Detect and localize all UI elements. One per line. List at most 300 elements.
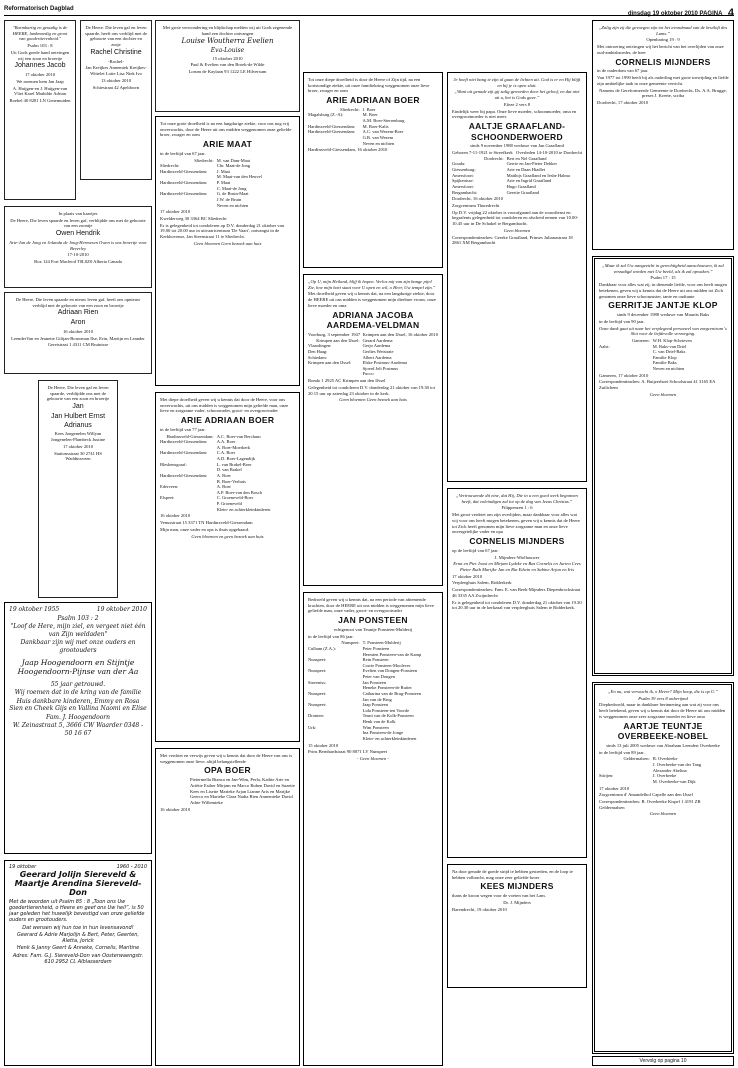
deceased-name: OPA BOER [204,765,251,776]
relative-place: Stirijen: [599,773,614,779]
child-name: Louise Woutherra Evelien [181,37,274,46]
notice-text: Diepbedroefd, maar in dankbare herinnering aan wat zij voor ons heeft betekend, geven wij u kennis dat door de Heere uit ons midden is weggenomen onze zeer zorgzame moeder en lieve oma [599,702,726,719]
relative-place: Hardinxveld-Giessendam: [160,472,208,478]
notice-text: Bedroefd geven wij u kennis dat, na een periode van afnemende krachten, door de HEERE uit ons midden is weggenomen mijn lieve geliefde man, onze vader, groot- en overgrootvader [308,597,434,614]
birth-date: 16 oktober 2010 [62,328,94,334]
notice-date: Hardinxveld-Giessendam, 16 oktober 2010 [308,147,388,153]
notice-date: Dordrecht, 16 oktober 2010 [452,196,504,202]
relative-name: Jaap Ponsteen [362,702,388,708]
family-names: A. Huijgen-en J. Huijgen-van Vliet Karel Mathilde Adrian [12,85,68,97]
column-1 [4,20,152,1068]
relative-place: Gameren: [632,337,650,343]
relative-name: Sjoerd Jelt Postmus [362,365,399,371]
relative-place: Hardinxveld-Giessendam: [160,180,208,186]
relative-place: Hardinxveld-Giessendam: [166,433,214,439]
death-notice-graafland [447,72,587,482]
relative-name: Gerard Aardema [362,337,393,343]
relative-name: L. van Brakel-Boer [216,461,252,467]
grandchildren-names: Pietermella Bianca en Jan-Wim, Perla, Kathie Arie en Ariëtte Esther Mirjam en Marco Ruben David en Suzette Kees en Lisette Marieke Arjan Lianne Aris en Marijke Geerco en Marieke Clara Nadia Bien Annemieke David Adrie Willemieke [190,777,295,806]
notice-date: 17 oktober 2010 [160,209,191,215]
deceased-name: KEES MIJNDERS [480,881,554,892]
deceased-name: AALTJE GRAAFLAND-SCHOONDERWOERD [468,121,566,142]
call-name: -Rachel- [108,58,124,64]
page-label: PAGINA [699,11,723,17]
years-married: 55 jaar getrouwd. [50,680,106,688]
continued-on-page-link[interactable] [592,1056,734,1066]
relative-name: A.C. van Wezem-Boer [362,129,404,135]
widow-note: sinds 9 december 1988 weduwe van Maurits Baks [616,312,710,318]
date-start: 19 oktober [9,864,37,870]
relative-name: Jan van de Brug [362,696,392,702]
family-names: Geerard & Adrie Marjolijn & Bert, Peter, Geerten, Aletta, Jorick [17,931,139,945]
notice-body: Er is gelegenheid tot condoleren D.V. donderdag 21 oktober van 19.30 tot 20.30 uur in de kerkzaal van verpleeghuis Salem te Ridderkerk. [452,599,582,611]
relative-place: Amersfoort: [452,183,474,189]
column-4 [447,20,587,1068]
birth-notice-jan [38,380,118,598]
signature: Fam. J. Hoogendoorn [45,713,111,721]
verse-ref: Psalm 17 : 15 [650,275,676,281]
age: in de leeftijd van 90 jaar. [599,318,645,324]
relative-name: Peter Ponsteen [362,645,390,651]
death-notice-arie-maat [155,116,300,386]
relative-place: Nunspeet: [308,702,327,708]
birth-notice-johannes [4,20,76,200]
relative-place: Culham (Z.A.): [308,645,336,651]
relative-name: Alexander Abelina [652,767,687,773]
page-date-block [628,6,734,20]
child-name: Adriaan Rien [57,309,99,317]
address: Schiestraat 42 Apeldoorn [92,84,140,90]
birth-notice-owen [4,206,152,288]
relative-place: Urk: [308,724,317,730]
closing-note: Geen bloemen [649,391,677,397]
deceased-name: AARTJE TEUNTJE OVERBEEKE-NOBEL [617,720,709,742]
relative-name: Lida Ponsteen-ten Voorde [362,707,410,713]
verse: Je hoeft niet bang te zijn al gaan de lichten uit. God is er en Hij blijft en bij je is open sluit. [453,77,581,88]
relative-place: Hardinxveld-Giessendam: [160,191,208,197]
death-notice-cornelis-mijnders [447,488,587,858]
birth-place-date: Voorburg, 3 september 1947 [308,331,361,337]
relative-name: C. Maat-de Jong [216,185,247,191]
notice-text: Met diepe droefheid geven wij u kennis dat door de Heere, voor ons onverwachts, uit ons midden is weggenomen mijn geliefde man, onze lieve en zorgzame vader, schoonvader, groot- en overgrootvader [160,397,289,414]
birth-date: 17 oktober 2010 [24,72,56,78]
relative-place: Bleskensgraaf: [160,461,187,467]
relative-name: Teuni van de Kolk-Ponsteen [362,713,414,719]
couple-names: Geerard Jolijn Siereveld & Maartje Arendina Siereveld-Don [14,870,142,897]
family-names: LeenderVan en Jeanette Gilijan-Bouwman Ilse, Erin, Martijn en Leander [11,335,145,341]
relative-place: Hardinxveld-Giessendam: [160,439,208,445]
notice-date: 16 oktober 2010 [160,806,191,812]
relative-name: P. Maat [216,180,231,186]
date-end: 19 oktober 2010 [96,606,147,613]
relative-name: Catharina van de Brug-Ponsteen [362,690,421,696]
relative-place: Amersfoort: [452,172,474,178]
deceased-name: ARIE ADRIAAN BOER [326,95,420,106]
verse-ref: Psalm 103 : 8 [27,43,53,49]
notice-text: Dankbaar voor alles wat zij, in dienende liefde, voor ons heeft mogen betekenen, geven wij u kennis dat de Heere uit ons midden tot Zich genomen onze lieve schoonzuster, tante en oudtante [599,282,727,299]
relatives-list [160,158,295,209]
deceased-name: ARIE ADRIAAN BOER [180,415,275,426]
notice-date: 16 oktober 2010 [160,513,191,519]
spouse-signature: J. Mijnders-Wielhouwer [494,554,540,560]
date-start: 19 oktober 1955 [9,606,60,613]
relative-name: M. Overbeeke-van Dijk [652,778,696,784]
relative-place: Schiedam: [308,354,327,360]
notice-body: Mijn man, onze vader en opa is thuis opgebaard. [160,526,250,532]
relatives-list [599,756,727,784]
age: op de leeftijd van 67 jaar. [452,547,499,553]
relative-place: Sliedrecht: [340,106,360,112]
widow-note: sinds 13 juli 2005 weduwe van Abraham Leendert Overbeeke [606,742,720,748]
call-name: We noemen hem Jan Jaap [16,78,64,84]
relatives-list [599,338,727,372]
notice-title: In plaats van kaartjes [58,211,98,216]
relative-place [160,507,217,513]
relative-name: Wim Ponsteen [362,724,389,730]
relative-name: W.H. Klop-Schrieven [652,337,692,343]
relative-name: Chr. Maat-de Jong [216,163,251,169]
children-names: Erna en Piet Joost en Mirjam Lydeke en Bas Cornelis en Jurien Cees Pieter Ruth Marijke Jan en Ria Edwin en Sabine Arjan en Iris [453,561,581,572]
column-3 [303,20,443,1068]
notice-text: Tot onze grote droefheid is na een langdurige ziekte, voor ons nog vrij onverwachts, door de Heere uit ons midden weggenomen onze geliefde broer, zwager en oom [160,121,292,138]
relative-place: Dordrecht: [484,155,504,161]
relative-place: Dronten: [308,713,324,719]
notice-text: Met verdriet en verwijs geven wij u kennis dat door de Heere van ons is weggenomen onze lieve, altijd belangstellende [160,753,293,764]
relative-place: Hardinxveld-Giessendam: [160,168,208,174]
relatives-list [308,107,438,146]
widow-note: sinds 9 november 1988 weduwe van Jan Graafland [470,143,564,149]
relative-place: Hardinxveld-Giessendam: [160,450,208,456]
verse: „Op U, mijn Heiland, blijf ik hopen. Verlos mij van zijn bange pijn! Zie, hoe mijn hart staat voor U open en wil, o Heer, Uw tempel zijn.” [308,279,436,290]
relative-name: T. Ponsteen-Mulderij [362,640,401,646]
column-2 [155,20,300,1068]
family-names-2: Henk & Janny Geert & Anneke, Cornelis, Maritine [16,945,140,952]
correspondence-address: Correspondentieadres: Fam. E. van Beek-Mijnders Diepenbrockstraat 46 3335 AA Zwijndrecht [452,587,581,598]
address: Prins Bernhardstraat 90 8071 LV Nunspeet [308,749,387,755]
address: Box 124 Fort Macleod T0L0Z0 Alberta Canada [34,259,122,265]
address: Zorgcentrum d' Amandelhof Capelle aan den IJssel [599,792,693,798]
relative-name: A.D. Boer-Lagendijk [216,456,255,462]
notice-text: Tot onze diepe droefheid is door de Heere of Zijn tijd, na een kortstondige ziekte, uit onze familiekring weggenomen onze lieve broer, zwager en oom [308,77,430,94]
deceased-name: ARIE MAAT [202,139,253,150]
age: in de leeftijd van 89 jaar. [599,749,645,755]
verse: „Zalig zijn zij die gevoegen zijn tot het avondmaal van de bruiloft des Lams.” [598,25,728,36]
birth-notice-louise [155,20,300,112]
relative-name: Familie Klop [652,354,677,360]
relative-name: Henk van de Kolk [362,719,396,725]
notice-text: Met groot verdriet om zijn overlijden, maar dankbaar voor alles wat wij voor ons heeft mogen betekenen, geven wij u kennis dat de Heere tot Zich heeft genomen mijn lieve zorgzame man en onze lieve onvergetelijke vader en opa [452,512,580,535]
relative-name: Familie Baks [652,360,677,366]
address: Boebel 40 8281 LN Genemuiden [9,98,71,104]
closing-note: Geen bloemen Geen bezoek aan huis [339,397,407,403]
notice-text-2: Dat wensen wij hun toe in hun levensavond! [22,924,134,931]
deceased-name: JAN PONSTEEN [338,615,408,626]
relative-name: A. Boer [216,472,231,478]
notice-text: De Heere, Die leven spaarde en nieuw leven gaf, heeft ons opnieuw verblijd met de geboorte van een zoon en broertje [15,297,141,308]
relative-name: Klein- en achterkleinkinderen [362,735,417,741]
relative-name: A.P. Boer-van den Bosch [216,489,262,495]
verse-ref: Psalm 39 vers 8 onberijmd [638,695,688,701]
children-names: Huis dankbare kinderen, Emmy en Rosa Sien en Cheek Gijs en Vallina Naomi en Elise [9,697,147,713]
notice-date: 15 oktober 2010 [308,742,339,748]
signature: Dr. J. Mijnders [503,899,531,905]
family-names: Jan Kreijkes Annemiek Kreijkes-Wittelet Lotte Lisa Niek Ivo [85,65,147,77]
relative-name: B. Overbeeke [652,756,678,762]
relatives-list [308,338,438,377]
address: Lorum de Kaylaan 93 1222 LE Hilversum [188,69,267,75]
relatives-list [160,434,295,513]
notice-text: De Heere, Die leven gaf en leven spaarde, verblijdde ons met de geboorte van een zoon en broertje [46,385,110,402]
child-full-name: Jan Hulbert Ernst Adrianus [50,412,106,429]
address: Kwelderweg 30 3364 BC Sliedrecht [160,215,227,221]
continued-label: Vervolg op pagina 10 [639,1058,687,1064]
relative-name: M. Boer-Kalis [362,123,389,129]
relative-place: Hardinxveld-Giessendam: [308,129,356,135]
call-name: Aron [70,319,86,327]
relative-place: Nunspeet: [308,657,327,663]
relative-place [599,779,653,785]
relative-name: G. de Bruin-Maat [216,191,249,197]
closing-note: Geen bloemen en geen bezoek aan huis [191,533,264,539]
relative-name: Klein- en achterkleinkinderen [216,506,271,512]
address: Adres: Fam. G.J. Siereveld-Don van Oosterwaengstr. 610 2952 CL Alblasserdam [12,952,144,965]
notice-body: Van 1977 tot 1990 heeft hij als ouderling met grote toewijding en liefde zijn ambtelijke taak in onze gemeente verricht. [597,75,729,86]
relative-name: Arie en Daan Hiadlet [506,167,545,173]
verse-ref: Efeze 2 vers 8 [503,101,531,107]
notice-date: Barendrecht, 19 oktober 2010 [452,906,507,912]
relative-name: Jan Ponsteen [362,679,386,685]
relative-name: Ina Ponsteen-de Jonge [362,730,404,736]
relatives-list [308,640,438,741]
age: in de leeftijd van 67 jaar. [160,150,206,156]
relative-place: Ederveen: [160,484,179,490]
relative-name: Hermien Ponsteen-van de Kamp [362,651,422,657]
relative-name: Gerlies Wetstrate [362,348,394,354]
child-name: Johannes Jacob [14,62,66,70]
deceased-name: CORNELIS MIJNDERS [615,56,711,67]
notice-date: 17 oktober 2010 [452,573,483,579]
verse-2: „Want uit genade zijt gij zalig geworden door het geloof, en dat niet uit u, het is Gods gave.” [454,89,580,101]
correspondence-address: Correspondentieadres: B. Overbeeke Kispel 1 4191 ZR Geldermalsen [599,798,701,810]
verse: „Vertrouwende dit eine, dat Hij, Die in u een goed werk begonnen heeft, dat voleindigen zal tot op de dag van Jezus Christus.” [456,493,578,504]
death-notice-aardema [303,274,443,586]
relative-name: A.C. Boer-van Berchum [216,433,261,439]
relatives-list [452,156,582,195]
memorial-cornelis-mijnders [592,20,734,250]
relative-name: Bert en Nel Graafland [506,155,547,161]
relative-place: Nunspeet: [308,668,327,674]
birth-notice-adriaan [4,292,152,374]
relative-place [308,736,363,742]
page-date: dinsdag 19 oktober 2010 [627,11,698,17]
relative-name: Peter van Dongen [362,674,395,680]
notice-body: Gelegenheid tot condoleren D.V. donderdag 21 oktober van 19.30 tot 20.15 uur op zaterdag 23 oktober in de kerk. [308,384,435,396]
relative-name: C.A. Boer [216,450,236,456]
deceased-name: CORNELIS MIJNDERS [469,536,565,547]
notice-text: Na door genade de goede strijd te hebben gestreden, en de loop te hebben volbracht, mag onze zeer geliefde broer [452,869,573,880]
age: in de leeftijd van 77 jaar. [160,426,206,432]
relative-place: Aalst: [599,343,610,349]
notice-text: Met de woorden uit Psalm 85 : 8 „Toon ons Uw goedertierenheid, o Heere en geef ons Uw heil”, is 50 jaar geleden het huwelijk bevestigd van onze geliefde ouders en grootouders. [9,898,145,924]
relative-place [308,141,363,147]
anniversary-siereveld [4,860,152,1066]
verse: „En nu, wat verwacht ik, o Heere? Mijn hoop, die is op U.” [607,689,719,694]
notice-text: De Heere. Die leven gaf en leven spaarde, heeft ons verblijd met de geboorte van een dochter en zusje [85,25,147,48]
death-notice-kees-mijnders [447,864,587,988]
notice-text-2: Wij roemen dat in de kring van de familie [14,689,142,697]
relative-place: Den Haag: [308,348,328,354]
relative-place: Staveniss: [308,679,327,685]
relative-name: D. van Brakel [216,467,242,473]
relative-place: Krimpen aan den IJssel: [308,360,352,366]
family-names: Paul & Evelien van den Broek-de Wilde [190,62,265,68]
correspondence-address: Correspondentieadres: A. Buijzerhoet Schoolstraat 41 3165 EA Zuilichem [599,379,716,391]
child-name: Owen Hendrik [55,230,101,238]
relative-place [599,366,653,372]
child-name: Rachel Christine [90,48,142,56]
deceased-name: ADRIANA JACOBA AARDEMA-VELDMAN [326,309,420,331]
relative-place: Giessenburg: [452,167,476,173]
address: Geretstraat 1 4311 CM Bruinisse [47,342,109,348]
correspondence-address: Correspondentieadres: Geerke Graafland, Prinses Julianastraat 18 2861 XM Bergambacht [452,234,573,246]
family-names: Kees Jongenelen Willyan Jongenelen-Plambeck Justine [50,431,106,443]
age: in de ouderdom van 67 jaar. [597,68,649,74]
death-notice-ponsteen [303,592,443,1066]
signature: Namens de Gereformeerde Gemeente te Dordrecht, Ds. A.A. Brugge, preses J. Kreete, scriba [599,87,727,99]
death-notice-arie-adriaan-boer [303,72,443,268]
relative-name: Gerjo Aardema [362,343,391,349]
relative-place: Hardinxveld-Giessendam: [308,123,356,129]
deceased-name: GERRITJE JANTJE KLOP [608,300,718,311]
relative-place [308,371,363,377]
notice-text: Eindelijk weer bij papa. Onze lieve moeder, schoonmoeder, oma en overgrootmoeder is niet meer. [452,108,577,120]
death-place-date: Krimpen aan den IJssel, 16 oktober 2010 [362,331,438,337]
closing-note: Geen bloemen Geen bezoek aan huis [193,240,262,246]
relative-place: Sliedrecht: [194,157,214,163]
address: W. Zeinastraat 5, 3666 CW Waarder 0348 - 50 16 67 [12,722,144,737]
verse-ref: Openbaring 19 : 9 [646,37,680,43]
relative-place: Nunspeet: [308,690,327,696]
relative-place: Sliedrecht: [160,163,180,169]
page-number: 4 [727,7,734,19]
spouse-note: echtgenoot van Teuntje Ponsteen-Mulderij [333,626,413,632]
death-notice-klop [592,256,734,676]
relative-name: Hugo Graafland [506,183,536,189]
call-name: Eva-Louise [210,47,245,55]
relative-place: Spijkenisse: [452,178,474,184]
birth-date: 17 oktober 2010 [62,443,94,449]
notice-text: Dankbaar zijn wij met onze ouders en grootouders [20,639,136,654]
relative-name: M. Baks-van Driel [652,343,687,349]
relative-name: A.M. Boer-Sterrenburg [362,118,405,124]
notice-date: Gameren, 17 oktober 2010 [599,372,649,378]
relative-name: Elske Postmus-Aardema [362,360,407,366]
born: Geboren 7-11-1921 te Streefkerk [452,150,513,156]
anniversary-hoogendoorn [4,602,152,854]
relative-place [160,203,217,209]
death-notice-arie-boer [155,392,300,742]
relative-name: J. Overbeeke-van der Tang [652,762,702,768]
relative-name: C. Groeneveld-Boer [216,495,254,501]
address: Venusstraat 15 3371 TN Hardinxveld-Giessendam [160,520,253,526]
notice-text: Met droefheid geven wij u kennis dat, na een langdurige ziekte, door de HEERE uit ons midden is weggenomen mijn dierbare vrouw, onze lieve moeder en oma [308,291,436,308]
death-notice-opa-boer [155,748,300,1066]
relative-name: Neven en nichten [216,202,249,208]
notice-body: Er is gelegenheid tot condoleren op D.V. donderdag 21 oktober van 19.00 tot 20.00 uur in uitvaartcentrum 'De Vaart', ontvangst in de Kerkhovense, Jan Steenstraat 11 te Sliedrecht. [160,222,284,240]
relative-name: M. Boer [362,112,378,118]
closing-note: Geen bloemen [649,811,677,817]
relative-place: Nunspeet: [341,640,360,646]
date-end: 1960 - 2010 [116,864,147,870]
address: Rondo 1 2925 AC Krimpen aan den IJssel [308,378,386,384]
anniversary-dates [9,606,147,614]
verse: "Barmhartig en genadig is de HEERE, lankmoedig en groot van goedertierenheid." [12,25,68,42]
notice-text: Uit Gods goede hand ontvingen wij een zoon en broertje [10,49,70,61]
relative-place: Bergambacht: [452,189,478,195]
relative-name: J. Overbeeke [652,773,677,779]
paper-name: Reformatorisch Dagblad [4,6,74,12]
couple-names: Jaap Hoogendoorn en Stijntje Hoogendoorn-Pijnse van der Aa [17,658,139,677]
relative-name: J. Maat [216,168,230,174]
verse: „Maar ik zal Uw aangezicht in gerechtigheid aanschouwen, ik zal verzadigd worden met Uw beeld, als ik zal opwaken.” [602,263,724,274]
verse-ref: Psalm 103 : 2 [57,614,99,622]
birth-date: 15 oktober 2010 [212,55,243,61]
address: Verpleeghuis Salem, Ridderkerk [452,580,512,586]
verse-ref: Filippenzen 1 : 6 [501,505,533,511]
relative-place: Krimpen aan den IJssel: [316,337,360,343]
notice-body: Op D.V. vrijdag 22 oktober is voorafgaand aan de rouwdienst en begrafenis gelegenheid tot condoleren en afscheid nemen van 10.00-10.45 uur in De Schakel te Bergambacht. [452,209,579,227]
notice-text: Met ontroering ontvingen wij het bericht van het overlijden van onze oud-ambtsbroeder, de heer [597,44,724,55]
relative-name: Albert Aardema [362,354,392,360]
relative-name: A.A. Boer [216,439,236,445]
relative-name: Corrie Ponsteen-Moolever [362,662,411,668]
relative-place: Magalsburg (Z.-A): [308,112,344,118]
age: in de leeftijd van 86 jaar. [308,633,354,639]
relative-name: Fucco [362,371,374,377]
page-header [4,4,734,19]
notice-date: 17 oktober 2010 [599,785,630,791]
relative-name: A. Boer-Moerkerk [216,444,251,450]
relative-name: Geertie Graafland [506,189,539,195]
relative-place: Geldermalsen: [623,756,650,762]
notice-text: De Heere, Die leven spaarde en leven gaf, verblijdde ons met de geboorte van een zoontje [10,217,146,229]
relative-name: M. van Dam-Maat [216,157,251,163]
relative-name: Gerrie en Jan-Pieter Dekker [506,161,557,167]
relative-name: B. Boer-Verhuis [216,478,246,484]
notice-text-2: thans de kroon wegen voor de voeten van het Lam. [452,893,546,899]
birth-notice-rachel [80,20,152,180]
relative-name: M. Maat-van den Heuvel [216,174,262,180]
birth-date: 17-10-2010 [67,252,89,258]
thanks-note: Onze dank gaat uit naar het verplegend personeel van zorgcentrum 's Slot voor de liefdevolle verzorging. [599,325,727,337]
column-5 [592,20,734,1068]
relative-name: Matthijs Graafland en Iesbe Halma [506,172,570,178]
relative-name: Rein Ponsteen [362,657,389,663]
relative-name: J.W. de Bruin [216,196,242,202]
relative-name: A. Boer [216,484,231,490]
died: Overleden 14-10-2010 te Dordrecht [516,150,582,156]
relative-place: Elspeet: [160,495,175,501]
address: Stationsstraat 30 2741 HS Waddinxveen [54,450,102,462]
closing-note: Geen bloemen [503,227,531,233]
child-name: Jan [72,403,84,411]
relative-place: Gouda: [452,161,466,167]
family-names: Arie-Jan de Jong en Jolanda de Jong-Hermesen Owen is ons broertje voor Beverley [9,239,147,251]
death-notice-overbeeke [592,682,734,1054]
relative-name: J. Boer [362,106,376,112]
address: Zorgcentrum Thuredrecht [452,202,500,208]
closing-note: - Geen bloemen - [357,756,389,762]
